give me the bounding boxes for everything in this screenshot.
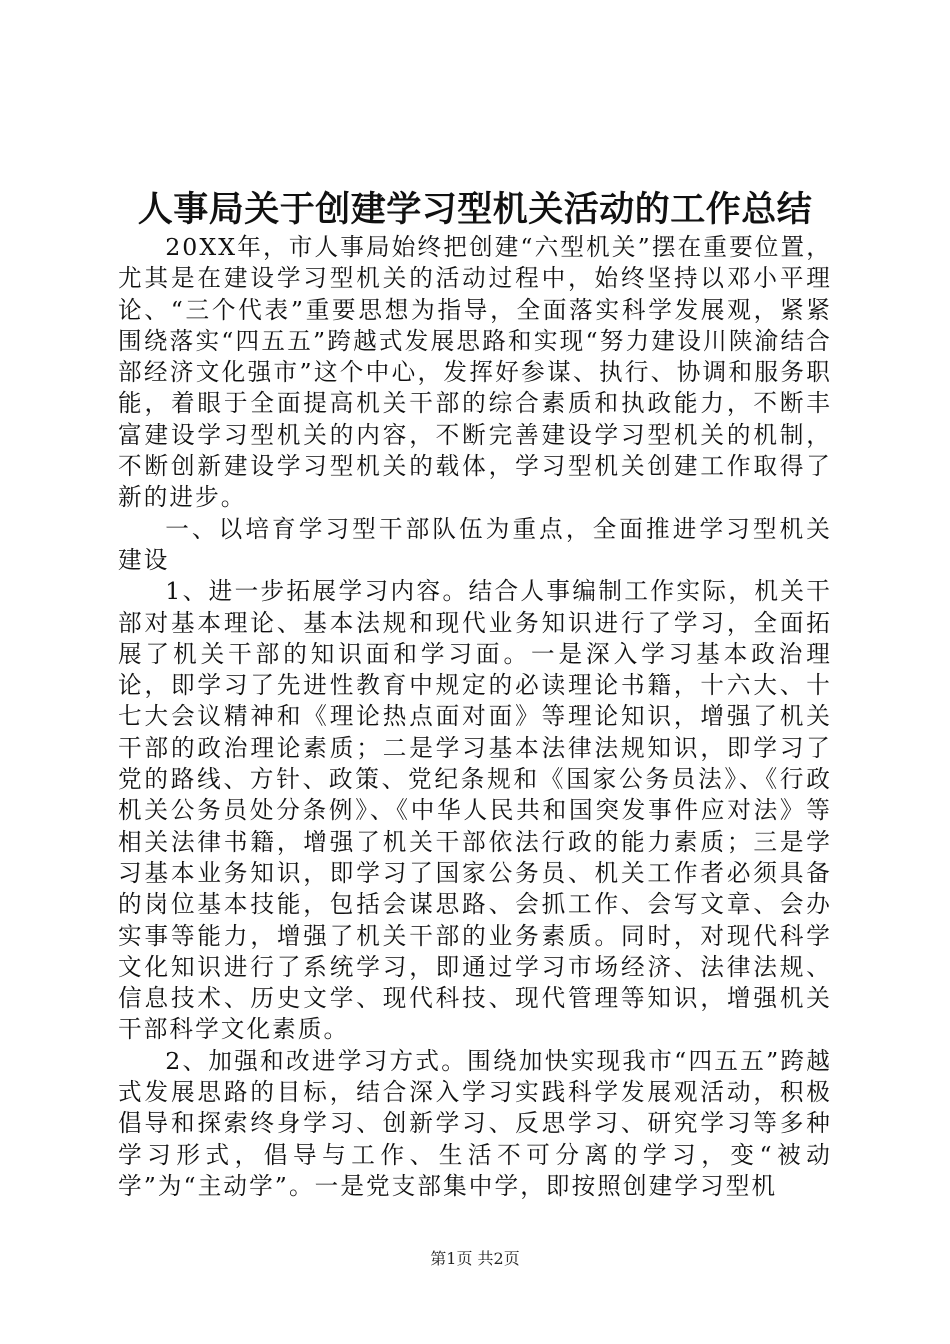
section-heading-1: 一、以培育学习型干部队伍为重点，全面推进学习型机关建设	[118, 514, 832, 574]
paragraph-intro: 20XX年，市人事局始终把创建“六型机关”摆在重要位置，尤其是在建设学习型机关的活动过程中，始终坚持以邓小平理论、“三个代表”重要思想为指导，全面落实科学发展观，紧紧围绕落实“四五五”跨越式发展思路和实现“努力建设川陕渝结合部经济文化强市”这个中心，发挥好参谋、执行、协调和服务职能，着眼于全面提高机关干部的综合素质和执政能力，不断丰富建设学习型机关的内容，不断完善建设学习型机关的机制，不断创新建设学习型机关的载体，学习型机关创建工作取得了新的进步。	[118, 233, 832, 512]
document-title: 人事局关于创建学习型机关活动的工作总结	[137, 189, 813, 230]
document-body	[118, 232, 832, 1202]
paragraph-item-1: 1、进一步拓展学习内容。结合人事编制工作实际，机关干部对基本理论、基本法规和现代业务知识进行了学习，全面拓展了机关干部的知识面和学习面。一是深入学习基本政治理论，即学习了先进性教育中规定的必读理论书籍，十六大、十七大会议精神和《理论热点面对面》等理论知识，增强了机关干部的政治理论素质；二是学习基本法律法规知识，即学习了党的路线、方针、政策、党纪条规和《国家公务员法》、《行政机关公务员处分条例》、《中华人民共和国突发事件应对法》等相关法律书籍，增强了机关干部依法行政的能力素质；三是学习基本业务知识，即学习了国家公务员、机关工作者必须具备的岗位基本技能，包括会谋思路、会抓工作、会写文章、会办实事等能力，增强了机关干部的业务素质。同时，对现代科学文化知识进行了系统学习，即通过学习市场经济、法律法规、信息技术、历史文学、现代科技、现代管理等知识，增强机关干部科学文化素质。	[118, 577, 832, 1044]
paragraph-item-2: 2、加强和改进学习方式。围绕加快实现我市“四五五”跨越式发展思路的目标，结合深入学习实践科学发展观活动，积极倡导和探索终身学习、创新学习、反思学习、研究学习等多种学习形式，倡导与工作、生活不可分离的学习，变“被动学”为“主动学”。一是党支部集中学，即按照创建学习型机	[118, 1046, 832, 1200]
page-footer	[0, 1249, 950, 1269]
page-number: 第1页 共2页	[430, 1249, 520, 1268]
